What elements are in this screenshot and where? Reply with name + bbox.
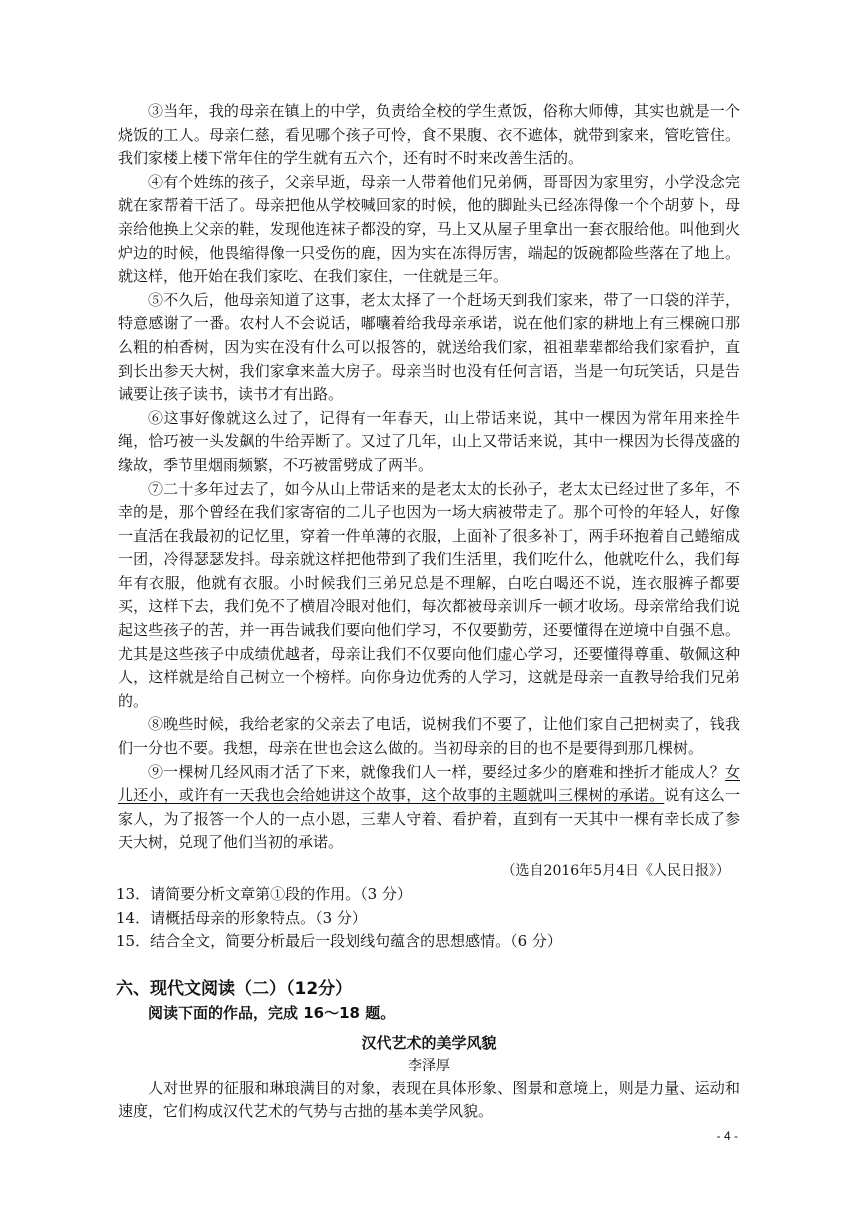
paragraph-9-rest: 说有这么一家人，为了报答一个人的一点小恩，三辈人守着、看护着，直到有一天其中一棵有幸长成了参天大树，兑现了他们当初的承诺。 [118,786,740,852]
paragraph-6: ⑥这事好像就这么过了，记得有一年春天，山上带话来说，其中一棵因为常年用来拴牛绳，恰巧被一头发飙的牛给弄断了。又过了几年，山上又带话来说，其中一棵因为长得茂盛的缘故，季节里烟雨频繁，不巧被雷劈成了两半。 [118,408,740,474]
paragraph-7: ⑦二十多年过去了，如今从山上带话来的是老太太的长孙子，老太太已经过世了多年，不幸的是，那个曾经在我们家寄宿的二儿子也因为一场大病被带走了。那个可怜的年轻人，好像一直活在我最初的记忆里，穿着一件单薄的衣服，上面补了很多补丁，两手环抱着自己蜷缩成一团，冷得瑟瑟发抖。母亲就这样把他带到了我们生活里，我们吃什么，他就吃什么，我们每年有衣服，他就有衣服。小时候我们三弟兄总是不理解，白吃白喝还不说，连衣服裤子都要买，这样下去，我们免不了横眉冷眼对他们，每次都被母亲训斥一顿才收场。母亲常给我们说起这些孩子的苦，并一再告诫我们要向他们学习，不仅要勤劳，还要懂得在逆境中自强不息。尤其是这些孩子中成绩优越者，母亲让我们不仅要向他们虚心学习，还要懂得尊重、敬佩这种人，这样就是给自己树立一个榜样。向你身边优秀的人学习，这就是母亲一直教导给我们兄弟的。 [118,479,740,710]
question-13: 13．请简要分析文章第①段的作用。（3 分） [116,885,412,903]
question-15: 15．结合全文，简要分析最后一段划线句蕴含的思想感情。（6 分） [116,932,562,951]
article-first-paragraph: 人对世界的征服和琳琅满目的对象，表现在具体形象、图景和意境上，则是力量、运动和速度，它们构成汉代艺术的气势与古拙的基本美学风貌。 [118,1078,740,1121]
paragraph-9 [118,761,740,855]
paragraph-4: ④有个姓练的孩子，父亲早逝，母亲一人带着他们兄弟俩，哥哥因为家里穷，小学没念完就在家帮着干活了。母亲把他从学校喊回家的时候，他的脚趾头已经冻得像一个个胡萝卜，母亲给他换上父亲的鞋，发现他连袜子都没的穿，马上又从屋子里拿出一套衣服给他。叫他到火炉边的时候，他畏缩得像一只受伤的鹿，因为实在冻得厉害，端起的饭碗都险些落在了地上。就这样，他开始在我们家吃、在我们家住，一住就是三年。 [118,172,740,286]
paragraph-8: ⑧晚些时候，我给老家的父亲去了电话，说树我们不要了，让他们家自己把树卖了，钱我们一分也不要。我想，母亲在世也会这么做的。当初母亲的目的也不是要得到那几棵树。 [118,715,740,758]
article-author: 李泽厚 [408,1057,450,1074]
paragraph-5: ⑤不久后，他母亲知道了这事，老太太择了一个赶场天到我们家来，带了一口袋的洋芋，特意感谢了一番。农村人不会说话，嘟囔着给我母亲承诺，说在他们家的耕地上有三棵碗口那么粗的柏香树，因为实在没有什么可以报答的，就送给我们家，祖祖辈辈都给我们家看护，直到长出参天大树，我们家拿来盖大房子。母亲当时也没有任何言语，当是一句玩笑话，只是告诫要让孩子读书，读书才有出路。 [118,290,740,404]
section-6-title: 六、现代文阅读（二）（12分） [116,978,353,999]
page-number: - 4 - [716,1129,738,1143]
article-source: （选自2016年5月4日《人民日报》） [501,863,730,879]
question-14: 14．请概括母亲的形象特点。（3 分） [116,908,367,927]
article-title: 汉代艺术的美学风貌 [361,1033,497,1052]
paragraph-3: ③当年，我的母亲在镇上的中学，负责给全校的学生煮饭，俗称大师傅，其实也就是一个烧饭的工人。母亲仁慈，看见哪个孩子可怜，食不果腹、衣不遮体，就带到家来，管吃管住。我们家楼上楼下常年住的学生就有五六个，还有时不时来改善生活的。 [118,102,740,168]
underlined-sentence: 女儿还小，或许有一天我也会给她讲这个故事，这个故事的主题就叫三棵树的承诺。 [118,762,740,805]
paragraph-9-text: ⑨一棵树几经风雨才活了下来，就像我们人一样，要经过多少的磨难和挫折才能成人？ [148,762,725,781]
section-6-instruction: 阅读下面的作品，完成 16～18 题。 [148,1003,396,1022]
page-content [118,100,740,1124]
